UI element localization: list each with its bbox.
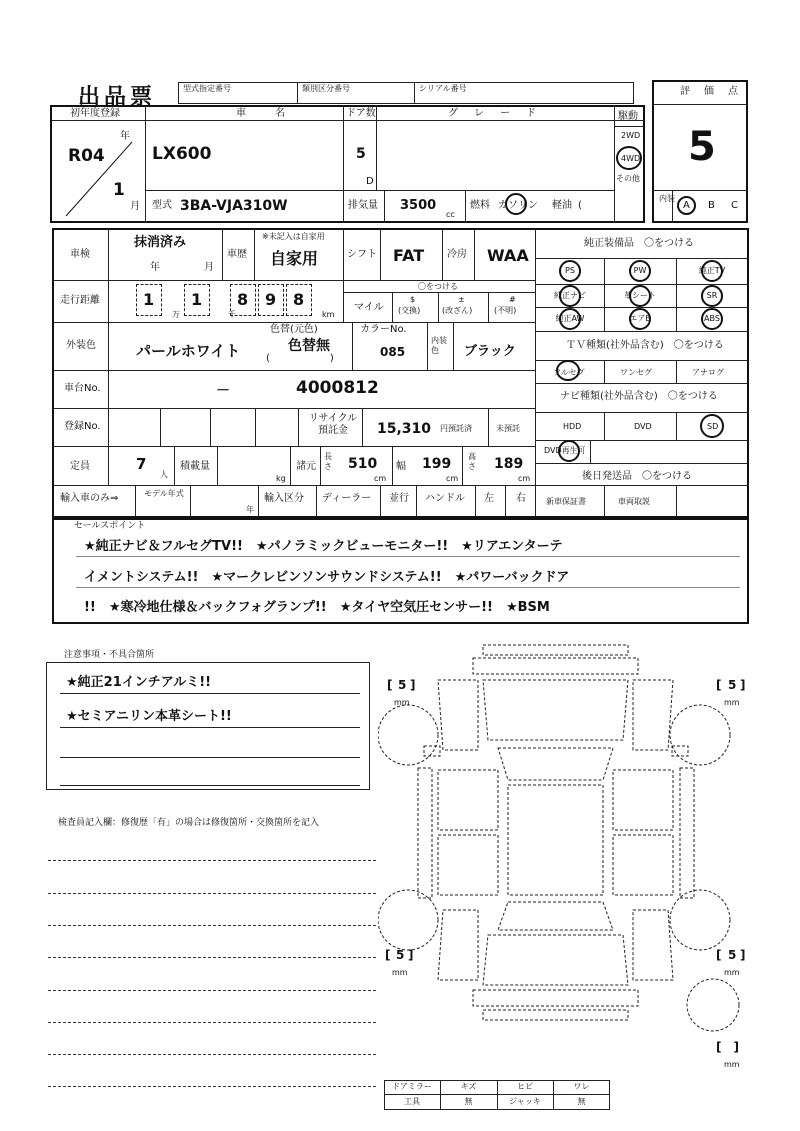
tire-fr-unit: mm xyxy=(724,698,740,707)
tire-rl-unit: mm xyxy=(392,968,408,977)
tire-rr-depth: 5 xyxy=(728,948,737,962)
tv-title: ＴＶ種類(社外品含む) 〇をつける xyxy=(566,340,724,351)
mileage-opt2-sub: (改ざん) xyxy=(442,306,473,315)
tire-fl-depth: 5 xyxy=(398,678,407,692)
interior-option-c[interactable]: C xyxy=(731,200,738,211)
equipment-item[interactable]: PS xyxy=(565,266,575,275)
equipment-circle xyxy=(701,260,723,282)
width-value: 199 xyxy=(422,456,452,472)
import-class-label: 輸入区分 xyxy=(264,493,304,504)
color-code-value: 085 xyxy=(380,345,406,359)
drive-option-other[interactable]: その他 xyxy=(616,174,640,183)
model-year-suffix: 年 xyxy=(246,505,254,514)
equipment-circle xyxy=(559,260,581,282)
history-note: ※未記入は自家用 xyxy=(262,232,325,241)
mileage-digit: 8 xyxy=(293,290,305,309)
tv-option-oneseg[interactable]: ワンセグ xyxy=(620,368,652,377)
tv-option-fullseg[interactable]: フルセグ xyxy=(553,368,585,377)
shift-value: FAT xyxy=(393,246,425,265)
interior-color-label: 内装色 xyxy=(431,336,447,355)
rating-value: 5 xyxy=(688,124,716,170)
equipment-item[interactable]: 純正ナビ xyxy=(554,291,586,300)
registration-slash xyxy=(60,138,140,220)
equip-table-cell: 無 xyxy=(464,1097,473,1106)
navi-option-dvd[interactable]: DVD xyxy=(634,422,652,431)
load-unit: kg xyxy=(276,474,286,483)
mileage-opt1-sub: (交換) xyxy=(398,306,421,315)
navi-sd-circle xyxy=(700,414,724,438)
car-name-value: LX600 xyxy=(152,144,212,164)
grade-label: グ レ ー ド xyxy=(448,108,539,119)
aircon-value: WAA xyxy=(487,246,529,265)
width-unit: cm xyxy=(446,474,459,483)
interior-color-value: ブラック xyxy=(464,344,516,359)
documents-title: 後日発送品 〇をつける xyxy=(582,471,692,482)
displacement-label: 排気量 xyxy=(348,200,378,211)
car-name-label: 車 名 xyxy=(236,108,288,119)
tire-rl-bracket: [ xyxy=(385,948,391,962)
model-year-label: モデル年式 xyxy=(144,489,184,498)
first-registration-label: 初年度登録 xyxy=(70,108,120,119)
history-label: 車歴 xyxy=(227,249,247,260)
equip-table-cell: 工具 xyxy=(404,1097,420,1106)
navi-option-hdd[interactable]: HDD xyxy=(563,422,582,431)
inspection-month-label: 月 xyxy=(204,262,214,273)
history-value: 自家用 xyxy=(270,249,319,268)
chassis-value: 4000812 xyxy=(296,378,379,398)
notes-line-1: ★純正21インチアルミ!! xyxy=(66,675,212,690)
interior-option-a[interactable]: A xyxy=(683,200,690,211)
equip-table-header: ドアミラー xyxy=(392,1082,432,1091)
handle-left[interactable]: 左 xyxy=(484,493,494,504)
notes-line-2: ★セミアニリン本革シート!! xyxy=(66,709,232,724)
import-only-label: 輸入車のみ⇒ xyxy=(60,493,119,504)
interior-option-b[interactable]: B xyxy=(708,200,715,211)
registration-month: 1 xyxy=(113,180,125,200)
tire-fl-unit: mm xyxy=(394,698,410,707)
height-unit: cm xyxy=(518,474,531,483)
navi-dvd-play-circle xyxy=(558,440,580,462)
registration-year: R04 xyxy=(68,146,105,166)
tv-fullseg-circle xyxy=(556,360,580,381)
capacity-value: 7 xyxy=(136,455,147,473)
exterior-color-label: 外装色 xyxy=(66,340,96,351)
drive-4wd-circle xyxy=(616,146,642,170)
equip-table-header: ヒビ xyxy=(517,1082,533,1091)
mileage-digit: 9 xyxy=(265,290,277,309)
equipment-circle xyxy=(629,260,651,282)
equipment-item[interactable]: 純正TV xyxy=(698,266,726,275)
length-label: 長さ xyxy=(324,452,332,471)
inspection-value: 抹消済み xyxy=(134,235,187,250)
tire-spare-unit: mm xyxy=(724,1060,740,1069)
width-label: 幅 xyxy=(396,461,406,472)
displacement-unit: cc xyxy=(446,210,455,219)
year-unit-label: 年 xyxy=(120,131,130,142)
equipment-item[interactable]: エアB xyxy=(629,314,651,323)
fuel-paren: ( ) xyxy=(578,200,646,211)
equipment-circle xyxy=(701,308,723,330)
equipment-circle xyxy=(559,285,581,307)
capacity-unit: 人 xyxy=(160,470,168,479)
tire-rl-bracket-close: ] xyxy=(408,948,414,962)
mileage-label: 走行距離 xyxy=(60,295,100,306)
door-count-value: 5 xyxy=(356,146,366,162)
chassis-dash: － xyxy=(216,383,230,399)
color-code-label: カラーNo. xyxy=(360,324,407,335)
serial-label: シリアル番号 xyxy=(419,84,467,93)
mileage-man: 万 xyxy=(172,310,180,319)
mileage-circle-note: 〇をつける xyxy=(418,282,458,291)
door-count-label: ドア数 xyxy=(346,108,376,119)
mileage-sen: 千 xyxy=(228,310,236,319)
sales-label: セールスポイント xyxy=(74,521,146,531)
displacement-value: 3500 xyxy=(400,198,437,213)
recycle-status-deposited[interactable]: 円預託済 xyxy=(440,424,472,433)
equipment-item[interactable]: PW xyxy=(633,266,647,275)
mileage-digit: 8 xyxy=(237,290,249,309)
tire-fr-bracket-close: ] xyxy=(740,678,746,692)
equipment-item[interactable]: 純正AW xyxy=(555,314,585,323)
rating-label: 評 価 点 xyxy=(680,86,740,97)
page-title: 出品票 xyxy=(78,85,157,110)
equipment-item[interactable]: SR xyxy=(706,291,718,300)
import-parallel[interactable]: 並行 xyxy=(389,493,409,504)
drive-option-4wd[interactable]: 4WD xyxy=(621,154,641,163)
header-id-boxes xyxy=(178,82,634,104)
equipment-item[interactable]: ABS xyxy=(704,314,720,323)
class-number-label: 類別区分番号 xyxy=(302,84,350,93)
equipment-circle xyxy=(629,308,651,330)
repaint-paren: ( ) xyxy=(266,353,334,364)
reg-no-label: 登録No. xyxy=(64,421,101,432)
door-suffix: D xyxy=(366,176,374,187)
shift-label: シフト xyxy=(347,249,377,260)
equip-table-header: ワレ xyxy=(573,1082,590,1091)
mileage-digit: 1 xyxy=(143,290,155,309)
inspection-year-label: 年 xyxy=(150,262,160,273)
drive-option-2wd[interactable]: 2WD xyxy=(621,131,641,140)
equip-table-header: キズ xyxy=(460,1082,477,1091)
tire-spare-bracket: [ ] xyxy=(716,1040,739,1054)
tire-fr-bracket: [ xyxy=(716,678,722,692)
handle-label: ハンドル xyxy=(425,493,465,504)
recycle-value: 15,310 xyxy=(377,421,432,437)
mileage-digit: 1 xyxy=(191,290,203,309)
equipment-circle xyxy=(629,285,651,307)
height-label: 高さ xyxy=(468,452,476,471)
repaint-label: 色替(元色) xyxy=(270,324,318,335)
recycle-status-not[interactable]: 未預託 xyxy=(496,424,520,433)
fuel-diesel[interactable]: 軽油 xyxy=(552,200,572,211)
tire-rl-depth: 5 xyxy=(396,948,405,962)
mileage-mile[interactable]: マイル xyxy=(354,302,384,313)
model-label: 型式 xyxy=(152,200,172,211)
height-value: 189 xyxy=(494,456,524,472)
doc-warranty[interactable]: 新車保証書 xyxy=(546,497,586,506)
type-designation-label: 型式指定番号 xyxy=(183,84,231,93)
equip-table-cell: 無 xyxy=(577,1097,586,1106)
tire-rr-unit: mm xyxy=(724,968,740,977)
notes-label: 注意事項・不具合箇所 xyxy=(64,650,155,660)
length-value: 510 xyxy=(348,456,378,472)
mileage-opt3-sub: (不明) xyxy=(494,306,517,315)
tire-fl-bracket-close: ] xyxy=(410,678,416,692)
interior-grade-label: 内装 xyxy=(659,194,675,203)
load-label: 積載量 xyxy=(180,461,210,472)
month-unit-label: 月 xyxy=(130,201,140,212)
dims-label: 諸元 xyxy=(296,461,316,472)
fuel-label: 燃料 xyxy=(470,200,490,211)
mileage-opt2[interactable]: ± xyxy=(458,295,465,304)
handle-right[interactable]: 右 xyxy=(516,493,526,504)
mileage-opt3[interactable]: # xyxy=(509,295,516,304)
navi-dvd-play[interactable]: DVD再生可 xyxy=(544,446,586,455)
drive-label: 駆動 xyxy=(618,111,638,122)
fuel-gasoline-circle xyxy=(505,193,527,215)
equip-table-cell: ジャッキ xyxy=(509,1097,541,1106)
sales-line-1: ★純正ナビ＆フルセグTV!! ★パノラミックビューモニター!! ★リアエンターテ xyxy=(84,539,563,554)
car-damage-diagram xyxy=(378,640,758,1080)
exterior-color-value: パールホワイト xyxy=(136,342,241,360)
inspection-label: 車検 xyxy=(70,249,90,260)
equipment-title: 純正装備品 〇をつける xyxy=(584,238,694,249)
navi-title: ナビ種類(社外品含む) 〇をつける xyxy=(560,391,718,402)
equipment-circle xyxy=(701,285,723,307)
chassis-label: 車台No. xyxy=(64,383,101,394)
doc-manual[interactable]: 車両取説 xyxy=(618,497,650,506)
sales-line-3: !! ★寒冷地仕様＆バックフォグランプ!! ★タイヤ空気圧センサー!! ★BSM xyxy=(84,600,550,615)
navi-option-sd[interactable]: SD xyxy=(707,422,719,431)
repaint-value: 色替無 xyxy=(288,338,330,354)
aircon-label: 冷房 xyxy=(447,249,467,260)
inspector-label: 検査員記入欄：修復歴「有」の場合は修復箇所・交換箇所を記入 xyxy=(58,818,320,828)
import-dealer[interactable]: ディーラー xyxy=(322,493,372,504)
equipment-circle xyxy=(559,308,581,330)
tire-fr-depth: 5 xyxy=(728,678,737,692)
capacity-label: 定員 xyxy=(70,461,90,472)
tire-fl-bracket: [ xyxy=(387,678,393,692)
sales-line-2: イメントシステム!! ★マークレビンソンサウンドシステム!! ★パワーバックドア xyxy=(84,570,570,585)
equipment-item[interactable]: 革シート xyxy=(624,291,656,300)
tire-rr-bracket-close: ] xyxy=(740,948,746,962)
mileage-unit: km xyxy=(322,310,335,319)
recycle-label: リサイクル預託金 xyxy=(308,413,358,436)
tire-rr-bracket: [ xyxy=(716,948,722,962)
tv-option-analog[interactable]: アナログ xyxy=(692,368,724,377)
model-value: 3BA-VJA310W xyxy=(180,198,288,214)
interior-a-circle xyxy=(677,196,696,215)
mileage-opt1[interactable]: $ xyxy=(410,295,416,304)
length-unit: cm xyxy=(374,474,387,483)
fuel-gasoline[interactable]: ガソリン xyxy=(498,200,538,211)
